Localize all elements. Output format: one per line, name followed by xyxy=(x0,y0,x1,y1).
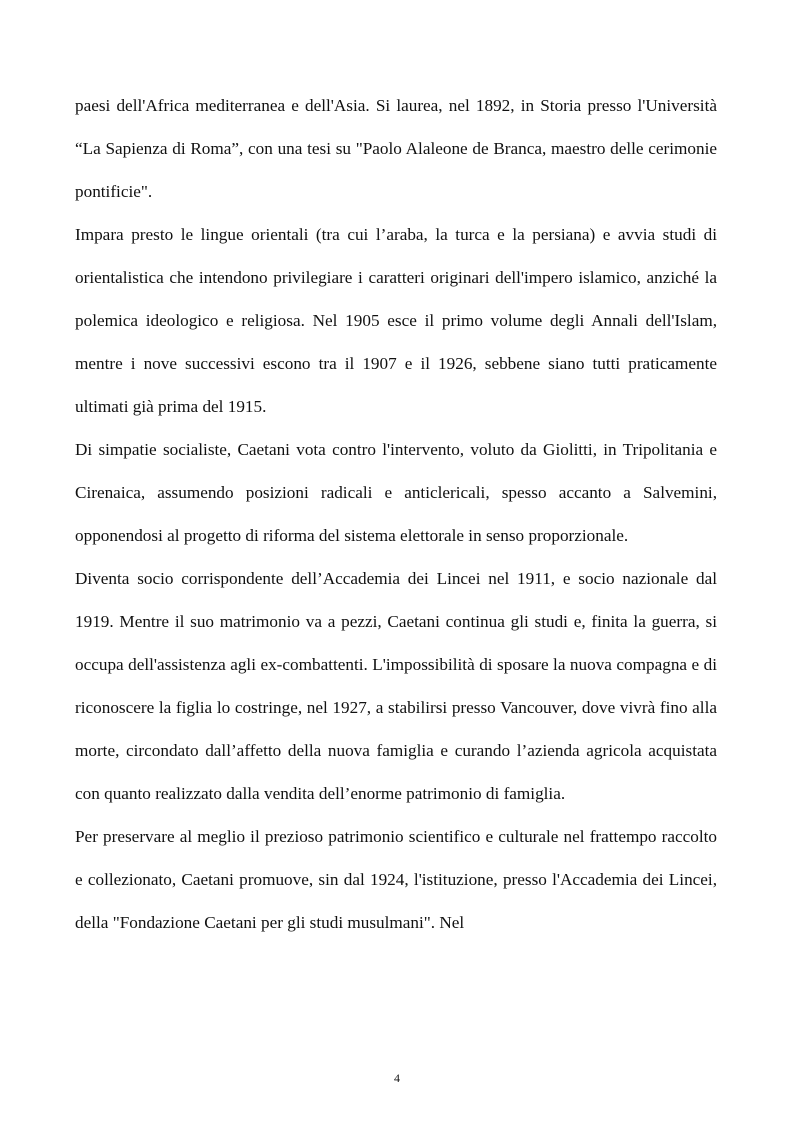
paragraph-5: Per preservare al meglio il prezioso patrimonio scientifico e culturale nel frattempo raccolto e collezionato, Caetani promuove, sin dal 1924, l'istituzione, presso l'Accademia dei Lincei, della "Fondazione Caetani per gli studi musulmani". Nel xyxy=(75,827,717,932)
paragraph-4: Diventa socio corrispondente dell’Accademia dei Lincei nel 1911, e socio nazionale dal 1919. Mentre il suo matrimonio va a pezzi, Caetani continua gli studi e, finita la guerra, si occupa dell'assistenza agli ex-combattenti. L'impossibilità di sposare la nuova compagna e di riconoscere la figlia lo costringe, nel 1927, a stabilirsi presso Vancouver, dove vivrà fino alla morte, circondato dall’affetto della nuova famiglia e curando l’azienda agricola acquistata con quanto realizzato dalla vendita dell’enorme patrimonio di famiglia. xyxy=(75,569,717,803)
body-text xyxy=(75,84,717,944)
paragraph-2: Impara presto le lingue orientali (tra cui l’araba, la turca e la persiana) e avvia studi di orientalistica che intendono privilegiare i caratteri originari dell'impero islamico, anziché la polemica ideologico e religiosa. Nel 1905 esce il primo volume degli Annali dell'Islam, mentre i nove successivi escono tra il 1907 e il 1926, sebbene siano tutti praticamente ultimati già prima del 1915. xyxy=(75,225,717,416)
paragraph-1: paesi dell'Africa mediterranea e dell'Asia. Si laurea, nel 1892, in Storia presso l'Università “La Sapienza di Roma”, con una tesi su "Paolo Alaleone de Branca, maestro delle cerimonie pontificie". xyxy=(75,96,717,201)
paragraph-3: Di simpatie socialiste, Caetani vota contro l'intervento, voluto da Giolitti, in Tripolitania e Cirenaica, assumendo posizioni radicali e anticlericali, spesso accanto a Salvemini, opponendosi al progetto di riforma del sistema elettorale in senso proporzionale. xyxy=(75,440,717,545)
page-number: 4 xyxy=(394,1071,400,1085)
